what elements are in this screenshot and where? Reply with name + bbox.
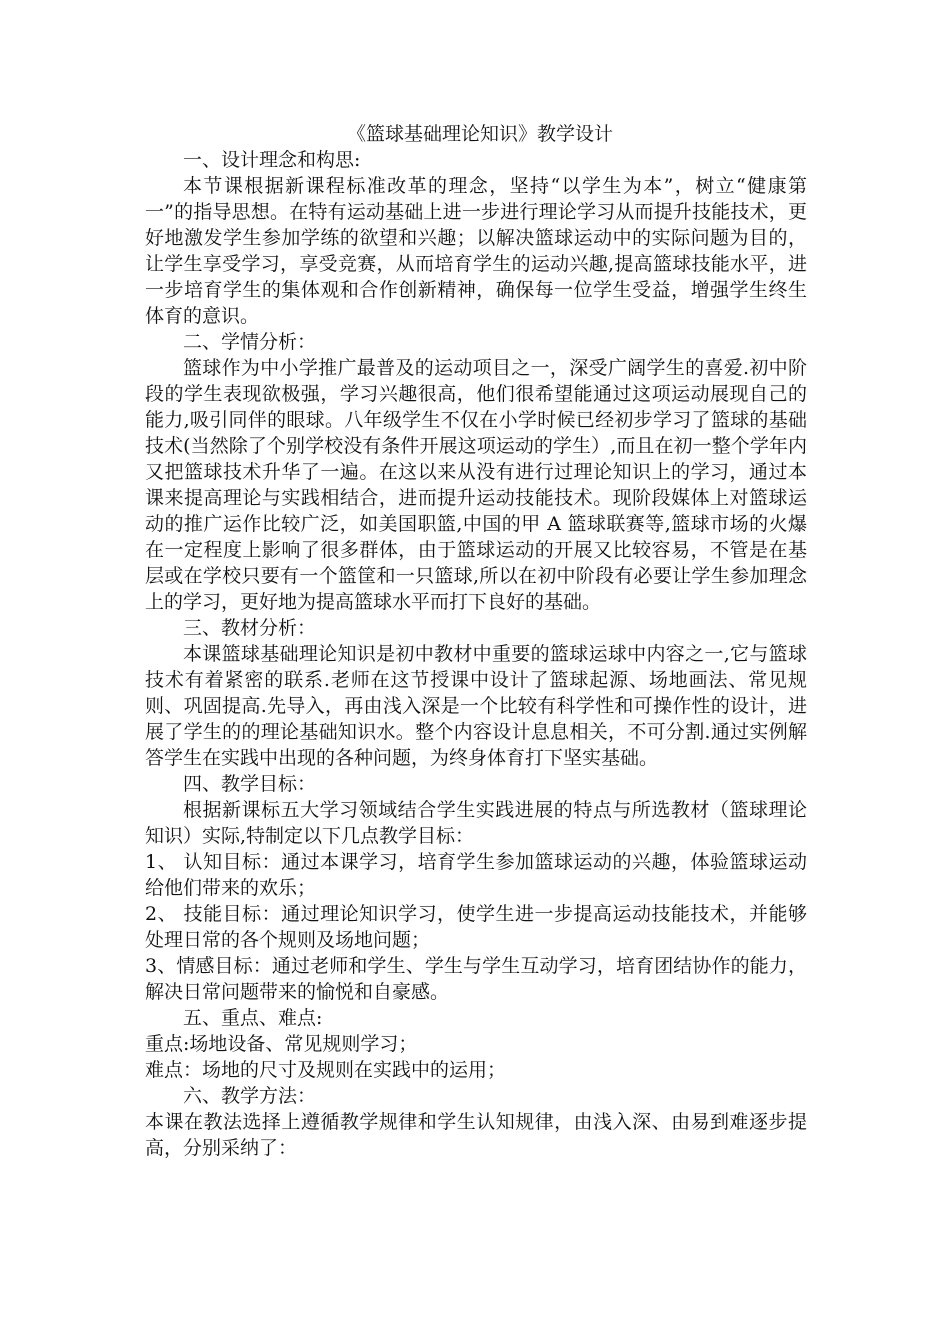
section-heading-key-points: 五、重点、难点: bbox=[183, 1007, 323, 1029]
goal-item-cognitive: 1、 认知目标：通过本课学习，培育学生参加篮球运动的兴趣，体验篮球运动给他们带来的欢乐； bbox=[145, 851, 807, 899]
section-heading-design-concept: 一、设计理念和构思: bbox=[183, 149, 361, 171]
section-heading-teaching-goals: 四、教学目标： bbox=[183, 773, 317, 795]
goal-item-emotion: 3、情感目标：通过老师和学生、学生与学生互动学习，培育团结协作的能力，解决日常问题带来的愉悦和自豪感。 bbox=[145, 955, 807, 1003]
section-heading-material-analysis: 三、教材分析： bbox=[183, 617, 317, 639]
document-title: 《篮球基础理论知识》教学设计 bbox=[346, 123, 613, 145]
goal-item-skill: 2、 技能目标：通过理论知识学习，使学生进一步提高运动技能技术，并能够处理日常的各个规则及场地问题； bbox=[145, 903, 807, 951]
paragraph-material-analysis: 本课篮球基础理论知识是初中教材中重要的篮球运球中内容之一,它与篮球技术有着紧密的联系.老师在这节授课中设计了篮球起源、场地画法、常见规则、巩固提高.先导入，再由浅入深是一个比较有科学性和可操作性的设计，进展了学生的的理论基础知识水。整个内容设计息息相关，不可分割.通过实例解答学生在实践中出现的各种问题，为终身体育打下坚实基础。 bbox=[145, 643, 807, 769]
paragraph-teaching-goals: 根据新课标五大学习领域结合学生实践进展的特点与所选教材（篮球理论知识）实际,特制定以下几点教学目标： bbox=[145, 799, 807, 847]
section-heading-student-analysis: 二、学情分析： bbox=[183, 331, 317, 353]
document-page bbox=[145, 121, 807, 1161]
teaching-methods-text: 本课在教法选择上遵循教学规律和学生认知规律，由浅入深、由易到难逐步提高，分别采纳了： bbox=[145, 1111, 807, 1159]
section-heading-teaching-methods: 六、教学方法： bbox=[183, 1085, 317, 1107]
paragraph-design-concept: 本节课根据新课程标准改革的理念，坚持“以学生为本”，树立“健康第一”的指导思想。在特有运动基础上进一步进行理论学习从而提升技能技术，更好地激发学生参加学练的欲望和兴趣；以解决篮球运动中的实际问题为目的，让学生享受学习，享受竞赛，从而培育学生的运动兴趣,提高篮球技能水平，进一步培育学生的集体观和合作创新精神，确保每一位学生受益，增强学生终生体育的意识。 bbox=[145, 175, 807, 327]
difficult-point-item: 难点：场地的尺寸及规则在实践中的运用； bbox=[145, 1059, 507, 1081]
key-point-item: 重点:场地设备、常见规则学习； bbox=[145, 1033, 418, 1055]
paragraph-student-analysis: 篮球作为中小学推广最普及的运动项目之一，深受广阔学生的喜爱.初中阶段的学生表现欲极强，学习兴趣很高，他们很希望能通过这项运动展现自己的能力,吸引同伴的眼球。八年级学生不仅在小学时候已经初步学习了篮球的基础技术(当然除了个别学校没有条件开展这项运动的学生）,而且在初一整个学年内又把篮球技术升华了一遍。在这以来从没有进行过理论知识上的学习，通过本课来提高理论与实践相结合，进而提升运动技能技术。现阶段媒体上对篮球运动的推广运作比较广泛，如美国职篮,中国的甲 A 篮球联赛等,篮球市场的火爆在一定程度上影响了很多群体，由于篮球运动的开展又比较容易，不管是在基层或在学校只要有一个篮筐和一只篮球,所以在初中阶段有必要让学生参加理念上的学习，更好地为提高篮球水平而打下良好的基础。 bbox=[145, 357, 807, 613]
